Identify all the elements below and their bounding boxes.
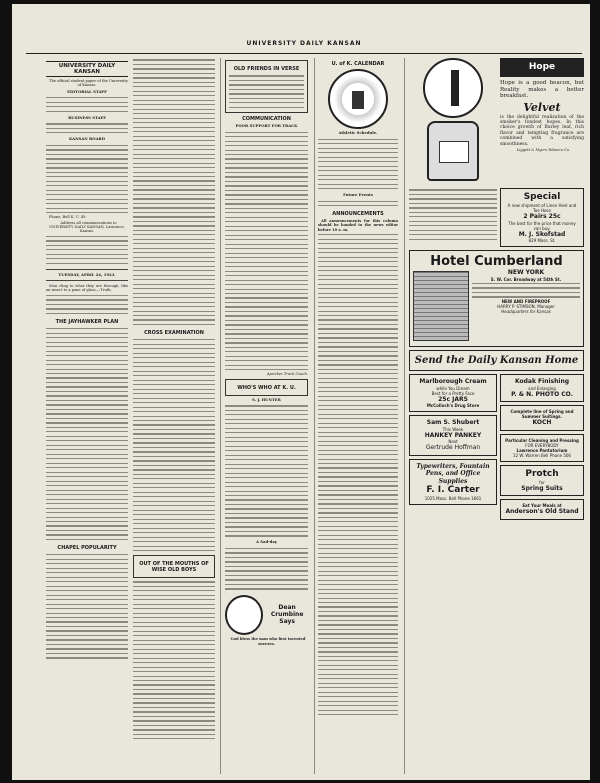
dean-crumbine-heading: Dean Crumbine Says xyxy=(270,604,304,626)
editorial-staff-heading: EDITORIAL STAFF xyxy=(67,88,107,94)
old-friends-heading: OLD FRIENDS IN VERSE xyxy=(233,66,300,72)
marlborough-jars: 25c JARS xyxy=(438,395,468,403)
announcements-heading: ANNOUNCEMENTS xyxy=(332,211,384,217)
lead-quote: Man cling to what they are through, like an insect to a pane of glass.—Truth. xyxy=(46,283,128,293)
hope-title: Hope xyxy=(528,62,556,72)
velvet-maker: Liggett & Myers Tobacco Co. xyxy=(516,147,571,152)
official-line: The official student paper of the University of Kansas. xyxy=(49,79,128,88)
special-shop: M. J. Skofstad xyxy=(518,230,566,238)
shubert-title: Sam S. Shubert xyxy=(426,419,480,426)
university-seal-icon xyxy=(328,69,388,129)
koch-shop: KOCH xyxy=(532,419,552,426)
carter-ad xyxy=(409,459,497,506)
dateline: TUESDAY, APRIL 24, 1923. xyxy=(58,271,116,277)
protch-for: for xyxy=(539,479,545,485)
koch-line: Complete line of Spring and Summer Suitings. xyxy=(510,409,574,419)
velvet-tobacco-tin-icon xyxy=(427,121,479,181)
dean-quote: God bless the man who first invented sneezes. xyxy=(230,637,306,646)
hope-banner xyxy=(500,58,584,77)
dean-portrait-icon xyxy=(225,595,263,635)
whos-who-box xyxy=(225,379,308,396)
protch-ad xyxy=(500,465,584,497)
kansan-board-heading: KANSAN BOARD xyxy=(68,136,106,142)
kodak-subtitle: and Enlarging xyxy=(528,385,556,391)
special-note: The best for the price that money can buy. xyxy=(508,220,576,231)
newspaper-page xyxy=(12,4,590,780)
anderson-line: Eat Your Meals at xyxy=(522,503,562,508)
whos-who-heading: WHO'S WHO AT K. U. xyxy=(237,384,296,391)
business-staff-heading: BUSINESS STAFF xyxy=(68,114,106,120)
column-features xyxy=(220,58,308,774)
kodak-ad xyxy=(500,374,584,402)
carter-address: 1025 Mass. Bell Phone 1661 xyxy=(424,496,482,501)
hotel-address: S. W. Cor. Broadway at 54th St. xyxy=(490,276,562,282)
marlborough-title: Marlborough Cream xyxy=(419,378,487,385)
pantatorium-shop: Lawrence Pantatorium xyxy=(516,447,568,453)
protch-title: Protch xyxy=(525,468,559,479)
column-editorial-2 xyxy=(133,58,215,774)
lighthouse-icon xyxy=(423,58,483,118)
marlborough-subtitle: while You Dream xyxy=(436,385,470,391)
shubert-star: Gertrude Hoffman xyxy=(425,444,481,451)
hotel-building-icon xyxy=(413,271,469,341)
nameplate: UNIVERSITY DAILY KANSAN xyxy=(46,61,128,77)
pantatorium-line: Particular Cleaning and Pressing xyxy=(505,437,579,443)
hotel-manager: HARRY P. STIMSON, Manager xyxy=(497,304,555,310)
hope-tagline: Hope is a good beacon, but Reality makes a better breakfast. xyxy=(500,80,584,99)
phone-line: Phone, Bell K. U. 49. xyxy=(49,215,87,220)
koch-ad xyxy=(500,405,584,431)
protch-suits: Spring Suits xyxy=(521,484,563,492)
pantatorium-ad xyxy=(500,434,584,462)
shubert-ad xyxy=(409,415,497,456)
anderson-place: Anderson's Old Stand xyxy=(505,508,579,515)
dean-crumbine-box xyxy=(225,591,308,637)
shubert-week: This Week xyxy=(442,426,464,432)
announcements-intro: All announcements for this column should be handed to the news editor before 10 a. m. xyxy=(318,219,398,232)
communication-heading: COMMUNICATION xyxy=(242,115,291,122)
shubert-next: Next xyxy=(448,439,458,444)
athletic-schedule-heading: Athletic Schedule. xyxy=(338,130,378,135)
column-advertisements xyxy=(404,58,584,774)
special-title: Special xyxy=(523,192,561,202)
address-line: Address all communications to UNIVERSITY DAILY KANSAN, Lawrence, Kansas. xyxy=(49,220,125,234)
pantatorium-address: 12 W. Warren Bell Phone 506 xyxy=(513,452,571,458)
typewriters-title: Typewriters, Fountain Pens, and Office Supplies xyxy=(416,462,490,485)
send-kansan-title: Send the Daily Kansan Home xyxy=(414,355,579,366)
hotel-cumberland-ad xyxy=(409,250,584,347)
marlborough-line: Best for a Pretty Face xyxy=(431,390,475,396)
shubert-show: HANKEY PANKEY xyxy=(424,431,482,439)
marlborough-ad xyxy=(409,374,497,412)
special-price: 2 Pairs 25c xyxy=(523,213,561,220)
jayhawker-plan-heading: THE JAYHAWKER PLAN xyxy=(55,318,119,325)
calendar-heading: U. of K. CALENDAR xyxy=(331,61,385,67)
old-friends-box xyxy=(225,60,308,113)
whos-who-name: S. J. HUNTER xyxy=(252,396,281,402)
pantatorium-sub: FOR EVERYBODY xyxy=(525,442,559,448)
hotel-rooms: NEW AND FIREPROOF xyxy=(501,299,551,305)
hotel-city: NEW YORK xyxy=(507,269,545,276)
masthead: UNIVERSITY DAILY KANSAN xyxy=(26,42,582,54)
poor-support-heading: POOR SUPPORT FOR TRACK xyxy=(235,122,298,128)
chapel-popularity-heading: CHAPEL POPULARITY xyxy=(57,544,117,551)
column-editorial xyxy=(46,58,128,774)
hotel-headquarters: Headquarters for Kansas xyxy=(501,309,551,315)
future-events-heading: Future Events xyxy=(343,191,373,197)
wise-old-boys-box xyxy=(133,555,215,578)
column-calendar xyxy=(314,58,398,774)
carter-name: F. I. Carter xyxy=(426,485,480,495)
special-address: 829 Mass. St. xyxy=(528,238,556,243)
special-ad xyxy=(500,188,584,247)
hotel-title: Hotel Cumberland xyxy=(430,254,563,269)
kodak-company: P. & N. PHOTO CO. xyxy=(511,390,573,398)
sad-day-heading: A Sad-day xyxy=(255,539,278,545)
track-coach-signature: Apricker Track Coach. xyxy=(266,372,308,377)
anderson-ad xyxy=(500,499,584,520)
cross-examination-heading: CROSS EXAMINATION xyxy=(144,329,204,336)
velvet-title: Velvet xyxy=(523,100,561,114)
special-subtitle: A new shipment of Linen Heel and Toe Hose xyxy=(507,203,577,213)
marlborough-store: McColloch's Drug Store xyxy=(426,403,480,408)
velvet-text: is the delightful realization of the smoker's fondest hopes. In this choice growth of Burley leaf, rich flavor and tempting fragrance are combined with a satisfying smoothness. xyxy=(500,114,584,147)
wise-old-boys-heading: OUT OF THE MOUTHS OF WISE OLD BOYS xyxy=(139,560,209,573)
send-kansan-ad xyxy=(409,350,584,371)
kodak-title: Kodak Finishing xyxy=(514,378,570,385)
